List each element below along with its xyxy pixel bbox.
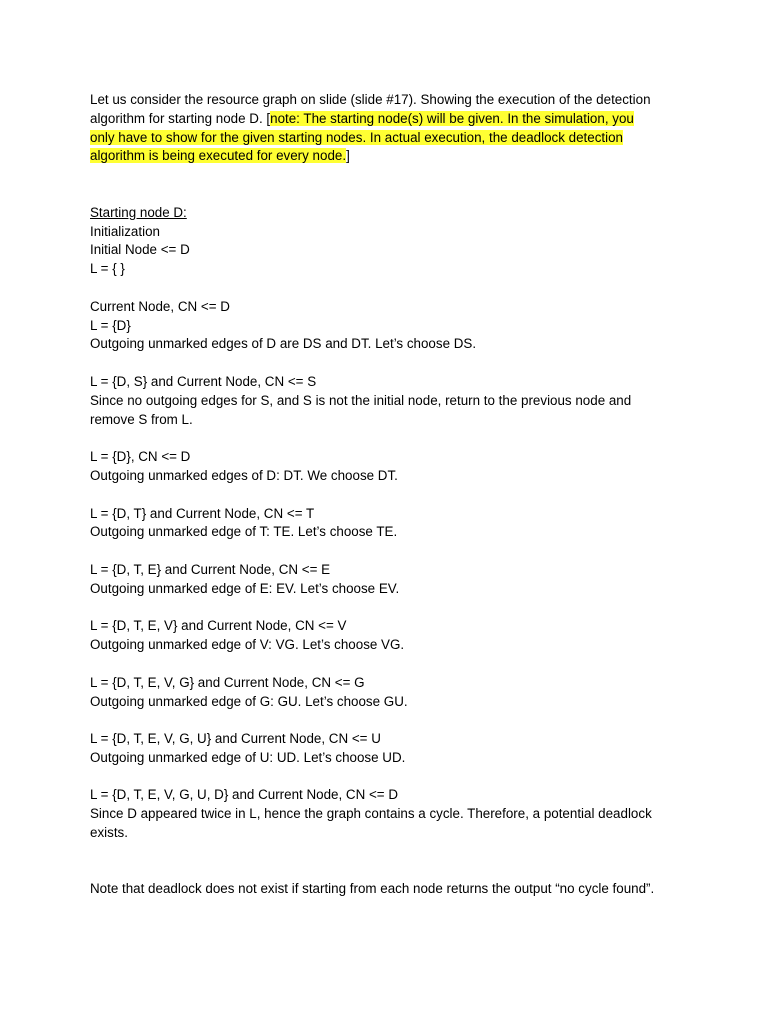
spacer — [90, 354, 690, 373]
init-list: L = { } — [90, 261, 125, 277]
step-line: Outgoing unmarked edges of D: DT. We choose DT. — [90, 467, 398, 483]
spacer — [90, 768, 690, 787]
step-line: L = {D, T, E, V, G, U} and Current Node, CN <= U — [90, 731, 381, 747]
step-line: remove S from L. — [90, 411, 193, 427]
step-line: L = {D, T, E, V, G, U, D} and Current Node, CN <= D — [90, 787, 399, 803]
step-line: Outgoing unmarked edge of V: VG. Let’s choose VG. — [90, 637, 405, 653]
step-4 — [90, 505, 690, 543]
highlighted-note: note: The starting node(s) will be given. In the simulation, you — [270, 110, 634, 126]
step-line: L = {D, S} and Current Node, CN <= S — [90, 373, 317, 389]
step-2 — [90, 373, 690, 429]
step-9 — [90, 786, 690, 842]
step-line: Outgoing unmarked edge of E: EV. Let’s choose EV. — [90, 580, 400, 596]
step-line: Outgoing unmarked edge of T: TE. Let’s choose TE. — [90, 524, 398, 540]
intro-text: algorithm for starting node D. [ — [90, 110, 271, 126]
step-8 — [90, 730, 690, 768]
intro-close-bracket: ] — [346, 148, 350, 164]
step-6 — [90, 617, 690, 655]
section-heading: Starting node D: — [90, 204, 187, 220]
step-3 — [90, 448, 690, 486]
step-line: L = {D, T, E, V, G} and Current Node, CN <= G — [90, 674, 365, 690]
init-label: Initialization — [90, 223, 160, 239]
intro-line-2 — [90, 110, 690, 129]
step-line: Since no outgoing edges for S, and S is not the initial node, return to the previous node and — [90, 392, 632, 408]
spacer — [90, 542, 690, 561]
intro-line-1: Let us consider the resource graph on slide (slide #17). Showing the execution of the detection — [90, 92, 651, 107]
step-line: Since D appeared twice in L, hence the graph contains a cycle. Therefore, a potential deadlock — [90, 806, 652, 822]
init-initial-node: Initial Node <= D — [90, 242, 190, 258]
step-line: L = {D, T, E, V} and Current Node, CN <= V — [90, 618, 347, 634]
spacer — [90, 843, 690, 881]
step-line: L = {D}, CN <= D — [90, 449, 191, 465]
spacer — [90, 655, 690, 674]
highlighted-note: only have to show for the given starting nodes. In actual execution, the deadlock detection — [90, 129, 623, 145]
step-line: exists. — [90, 825, 128, 841]
spacer — [90, 599, 690, 618]
step-line: Current Node, CN <= D — [90, 298, 230, 314]
step-line: L = {D, T, E} and Current Node, CN <= E — [90, 561, 331, 577]
step-line: Outgoing unmarked edge of U: UD. Let’s choose UD. — [90, 749, 406, 765]
step-line: Outgoing unmarked edge of G: GU. Let’s choose GU. — [90, 693, 408, 709]
spacer — [90, 279, 690, 298]
step-1 — [90, 298, 690, 354]
step-line: Outgoing unmarked edges of D are DS and DT. Let’s choose DS. — [90, 336, 477, 352]
highlighted-note: algorithm is being executed for every node. — [90, 148, 347, 164]
final-note: Note that deadlock does not exist if starting from each node returns the output “no cycle found”. — [90, 881, 655, 897]
intro-paragraph — [90, 91, 690, 166]
step-7 — [90, 674, 690, 712]
intro-line-4 — [90, 147, 690, 166]
intro-line-3 — [90, 129, 690, 148]
step-5 — [90, 561, 690, 599]
step-line: L = {D} — [90, 317, 131, 333]
document-page — [90, 91, 690, 899]
spacer — [90, 486, 690, 505]
step-line: L = {D, T} and Current Node, CN <= T — [90, 505, 315, 521]
spacer — [90, 166, 690, 204]
spacer — [90, 429, 690, 448]
spacer — [90, 711, 690, 730]
